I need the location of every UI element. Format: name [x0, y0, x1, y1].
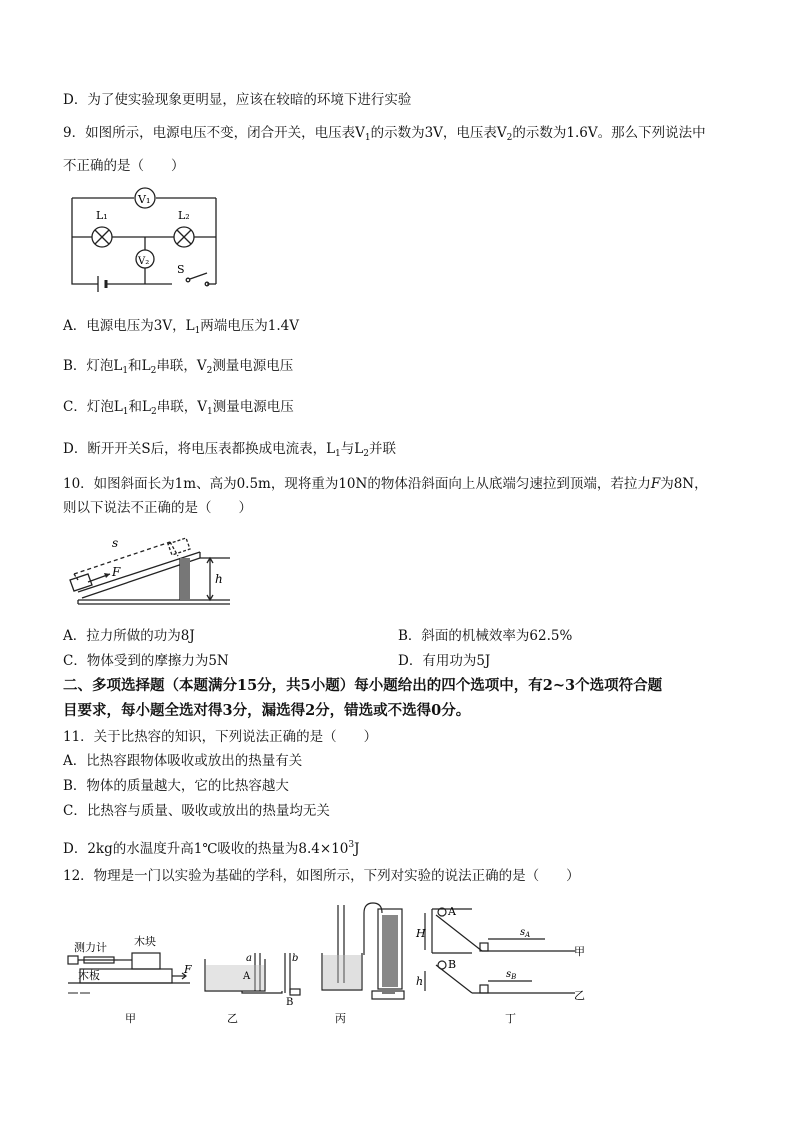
svg-text:V₂: V₂ [138, 256, 150, 267]
q9-option-b: B．灯泡$L_1$和$L_2$串联，$V_2$测量电源电压 [63, 358, 294, 376]
svg-text:木块: 木块 [134, 935, 156, 948]
q12-stem: 12．物理是一门以实验为基础的学科，如图所示，下列对实验的说法正确的是（ ） [63, 868, 580, 884]
section2-heading-line1: 二、多项选择题（本题满分15分，共5小题）每小题给出的四个选项中，有2~3个选项符合题 [63, 677, 663, 694]
svg-text:乙: 乙 [574, 989, 585, 1002]
q12-experiments-figure [60, 895, 600, 1030]
svg-text:B: B [448, 958, 457, 971]
svg-text:s: s [112, 536, 119, 550]
svg-text:甲: 甲 [125, 1012, 136, 1025]
q11-stem: 11．关于比热容的知识，下列说法正确的是（ ） [63, 729, 378, 745]
svg-text:丁: 丁 [505, 1012, 516, 1025]
svg-text:A: A [243, 971, 251, 982]
svg-text:丙: 丙 [335, 1012, 346, 1025]
svg-text:测力计: 测力计 [74, 941, 107, 954]
q11-option-a: A．比热容跟物体吸收或放出的热量有关 [63, 753, 303, 769]
svg-text:L₂: L₂ [178, 209, 190, 222]
support-block [180, 558, 190, 600]
q9-circuit-figure [60, 180, 230, 292]
water-a [206, 965, 264, 990]
mercury-column [382, 915, 398, 987]
svg-text:F: F [112, 565, 121, 579]
svg-text:sA: $s_A$ [520, 927, 531, 939]
q8-option-d: D．为了使实验现象更明显，应该在较暗的环境下进行实验 [63, 92, 412, 108]
q10-stem-line1: 10．如图斜面长为1m、高为0.5m，现将重为10N的物体沿斜面向上从底端匀速拉到顶端，若拉力F为8N， [63, 476, 708, 492]
section2-heading-line2: 目要求，每小题全选对得3分，漏选得2分，错选或不选得0分。 [63, 702, 471, 719]
svg-text:A: A [448, 905, 456, 918]
svg-text:h: h [215, 572, 223, 586]
svg-text:V₁: V₁ [138, 193, 151, 206]
svg-text:L₁: L₁ [96, 209, 108, 222]
svg-text:甲: 甲 [574, 945, 585, 958]
q9-stem-line2: 不正确的是（ ） [63, 158, 185, 174]
q11-option-d: D．2kg的水温度升高1℃吸收的热量为$8.4\times 10^3J$ [63, 840, 360, 857]
svg-text:a: a [246, 953, 252, 964]
svg-text:b: b [292, 953, 299, 964]
svg-text:sB: $s_B$ [506, 969, 517, 981]
q10-stem-line2: 则以下说法不正确的是（ ） [63, 500, 252, 516]
svg-text:乙: 乙 [227, 1012, 238, 1025]
svg-text:h: h [416, 975, 424, 988]
q9-option-a: A．电源电压为3V，$L_1$两端电压为1.4V [63, 318, 300, 336]
water-c [323, 955, 361, 989]
q10-option-d: D．有用功为5J [398, 653, 491, 669]
svg-text:B: B [286, 997, 294, 1008]
q9-option-d: D．断开开关S后，将电压表都换成电流表，$L_1$与$L_2$并联 [63, 441, 396, 459]
svg-text:F: F [184, 963, 192, 976]
q10-option-a: A．拉力所做的功为8J [63, 628, 195, 644]
q11-option-c: C．比热容与质量、吸收或放出的热量均无关 [63, 803, 330, 819]
q10-option-c: C．物体受到的摩擦力为5N [63, 653, 229, 669]
svg-text:S: S [177, 263, 185, 276]
q9-option-c: C．灯泡$L_1$和$L_2$串联，$V_1$测量电源电压 [63, 399, 294, 417]
svg-text:木板: 木板 [78, 969, 100, 982]
q10-incline-figure [60, 530, 235, 610]
q9-stem-line1: 9．如图所示，电源电压不变，闭合开关，电压表$V_1$的示数为3V，电压表$V_2$的示数为1.6V。那么下列说法中 [63, 125, 706, 143]
svg-text:H: H [416, 927, 426, 940]
q11-option-b: B．物体的质量越大，它的比热容越大 [63, 778, 289, 794]
q10-option-b: B．斜面的机械效率为62.5% [398, 628, 573, 644]
